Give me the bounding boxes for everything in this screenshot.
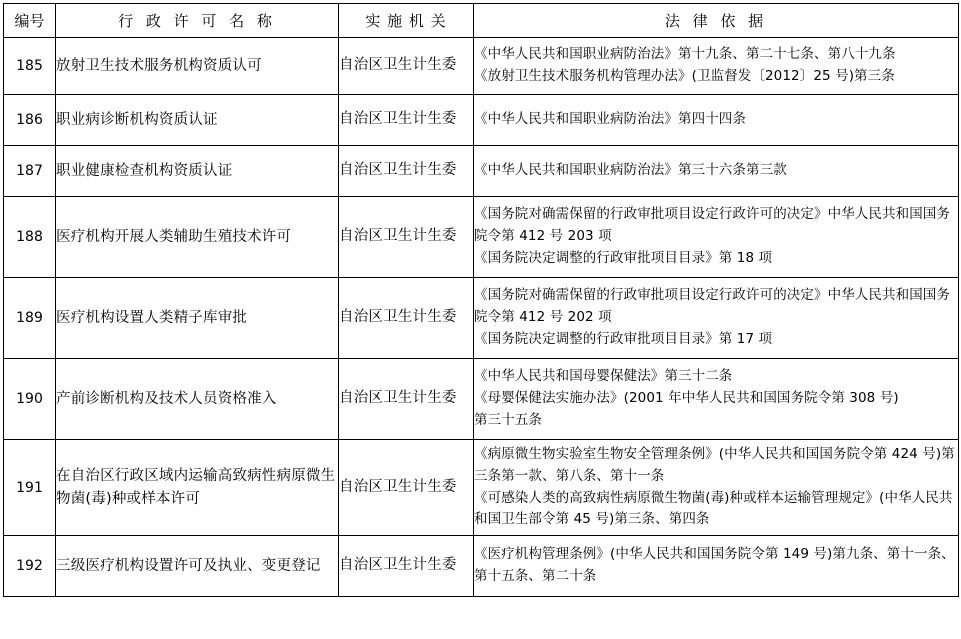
permit-name-line: 产前诊断机构及技术人员资格准入 [56,390,277,407]
legal-basis-line: 《中华人民共和国职业病防治法》第四十四条 [474,111,746,128]
table-row [4,38,959,95]
permit-name-line: 职业病诊断机构资质认证 [56,111,218,128]
document-page [0,3,961,639]
row-number: 187 [4,146,56,197]
legal-basis [474,146,959,197]
permit-name-line: 医疗机构设置人类精子库审批 [56,309,248,326]
row-number: 185 [4,38,56,95]
permit-name [56,359,339,440]
table-header-row [4,4,959,38]
implementing-agency: 自治区卫生计生委 [339,197,474,278]
legal-basis [474,38,959,95]
legal-basis [474,536,959,597]
permit-name-line: 放射卫生技术服务机构资质认可 [56,57,262,74]
legal-basis-line: 《中华人民共和国母婴保健法》第三十二条 [474,368,733,385]
legal-basis [474,197,959,278]
legal-basis [474,440,959,536]
permit-name [56,278,339,359]
table-row [4,440,959,536]
permit-name [56,146,339,197]
implementing-agency: 自治区卫生计生委 [339,359,474,440]
legal-basis-line: 第三十五条 [474,411,542,428]
administrative-permit-table [3,3,959,597]
implementing-agency: 自治区卫生计生委 [339,440,474,536]
permit-name-line: 在自治区行政区域内运输高致病性病原微生物菌(毒)种或样本许可 [56,468,336,507]
table-row [4,359,959,440]
row-number: 188 [4,197,56,278]
permit-name [56,197,339,278]
legal-basis-line: 《中华人民共和国职业病防治法》第十九条、第二十七条、第八十九条 [474,46,896,63]
table-row [4,278,959,359]
legal-basis-line: 《中华人民共和国职业病防治法》第三十六条第三款 [474,162,787,179]
implementing-agency: 自治区卫生计生委 [339,95,474,146]
permit-name [56,440,339,536]
permit-name-line: 三级医疗机构设置许可及执业、变更登记 [56,557,321,574]
legal-basis [474,95,959,146]
table-row [4,197,959,278]
column-header-no: 编号 [4,4,56,38]
table-row [4,95,959,146]
implementing-agency: 自治区卫生计生委 [339,536,474,597]
legal-basis-line: 《国务院决定调整的行政审批项目目录》第 17 项 [474,330,773,347]
legal-basis-line: 《病原微生物实验室生物安全管理条例》(中华人民共和国国务院令第 424 号)第三条第一款、第八条、第十一条 [474,445,955,484]
legal-basis [474,359,959,440]
permit-name [56,95,339,146]
row-number: 186 [4,95,56,146]
permit-name-line: 医疗机构开展人类辅助生殖技术许可 [56,228,292,245]
table-header [4,4,959,38]
legal-basis-line: 《母婴保健法实施办法》(2001 年中华人民共和国国务院令第 308 号) [474,390,899,407]
column-header-basis: 法 律 依 据 [474,4,959,38]
legal-basis-line: 《放射卫生技术服务机构管理办法》(卫监督发〔2012〕25 号)第三条 [474,68,895,84]
permit-name-line: 职业健康检查机构资质认证 [56,162,233,179]
implementing-agency: 自治区卫生计生委 [339,146,474,197]
row-number: 190 [4,359,56,440]
table-body [4,38,959,597]
row-number: 191 [4,440,56,536]
row-number: 192 [4,536,56,597]
table-row [4,146,959,197]
legal-basis [474,278,959,359]
permit-name [56,536,339,597]
permit-name [56,38,339,95]
implementing-agency: 自治区卫生计生委 [339,278,474,359]
table-row [4,536,959,597]
legal-basis-line: 《医疗机构管理条例》(中华人民共和国国务院令第 149 号)第九条、第十一条、第十五条、第二十条 [474,546,955,584]
column-header-name: 行 政 许 可 名 称 [56,4,339,38]
legal-basis-line: 《国务院对确需保留的行政审批项目设定行政许可的决定》中华人民共和国国务院令第 412 号 203 项 [474,206,950,245]
row-number: 189 [4,278,56,359]
legal-basis-line: 《国务院对确需保留的行政审批项目设定行政许可的决定》中华人民共和国国务院令第 412 号 202 项 [474,287,950,326]
column-header-org: 实 施 机 关 [339,4,474,38]
legal-basis-line: 《可感染人类的高致病性病原微生物菌(毒)种或样本运输管理规定》(中华人民共和国卫生部令第 45 号)第三条、第四条 [474,489,953,528]
implementing-agency: 自治区卫生计生委 [339,38,474,95]
legal-basis-line: 《国务院决定调整的行政审批项目目录》第 18 项 [474,249,773,266]
